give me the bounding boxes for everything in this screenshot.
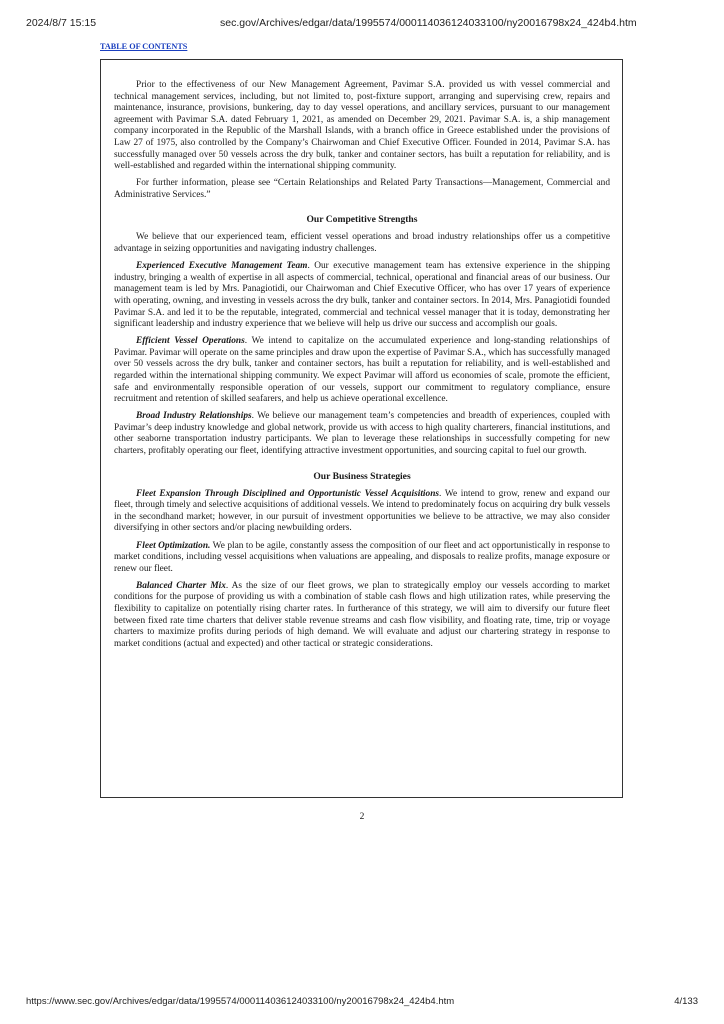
text-efficient-operations: . We intend to capitalize on the accumulated experience and long-standing relationships of Pavimar. Pavimar will operate on the same principles and draw upon the expertise of Pavimar S.A., which has successfully managed over 50 vessels across the dry bulk, tanker and container sectors, has built a reputation for reliability, and is well-established and regarded within the international shipping community. We expect Pavimar will afford us economies of scale, promote the efficient, safe and environmentally responsible operation of our vessels, support our commitment to regulatory compliance, ensure recruitment and retention of skilled seafarers, and help us achieve operational excellence.: [114, 336, 610, 405]
lead-fleet-expansion: Fleet Expansion Through Disciplined and Opportunistic Vessel Acquisitions: [136, 488, 440, 499]
text-fleet-expansion: . We intend to grow, renew and expand our fleet, through timely and selective acquisitions of additional vessels. We intend to predominately focus on acquiring dry bulk vessels in the secondhand market; however, in our pursuit of investment opportunities we believe to be attractive, we may also consider diversifying in other sectors and/or placing newbuilding orders.: [114, 488, 611, 534]
print-footer-url: https://www.sec.gov/Archives/edgar/data/1995574/000114036124033100/ny20016798x24_424b4.htm: [26, 996, 455, 1007]
page-number: 2: [359, 812, 365, 822]
paragraph-efficient-operations: [114, 336, 610, 406]
paragraph-industry-relationships: [114, 411, 610, 457]
text-industry-relationships: . We believe our management team’s competencies and breadth of experiences, coupled with Pavimar’s deep industry knowledge and global network, provide us with access to high quality charterers, financial institutions, and other seaborne transportation industry participants. We plan to leverage these relationships in successfully competing for new charters, profitably operating our fleet, identifying attractive investment opportunities, and sourcing capital to fuel our growth.: [114, 411, 610, 457]
paragraph-fleet-expansion: [114, 489, 610, 535]
table-of-contents-link[interactable]: TABLE OF CONTENTS: [100, 42, 188, 51]
paragraph-experienced-management: [114, 261, 610, 331]
heading-business-strategies: Our Business Strategies: [313, 470, 411, 482]
print-page-title: sec.gov/Archives/edgar/data/1995574/000114036124033100/ny20016798x24_424b4.htm: [220, 17, 637, 29]
lead-experienced-management: Experienced Executive Management Team: [136, 261, 308, 272]
lead-efficient-operations: Efficient Vessel Operations: [136, 336, 245, 347]
paragraph-strengths-intro: We believe that our experienced team, efficient vessel operations and broad industry relationships offer us a competitive advantage in seizing opportunities and navigating industry challenges.: [114, 232, 610, 255]
paragraph-pavimar-services: Prior to the effectiveness of our New Management Agreement, Pavimar S.A. provided us with vessel commercial and technical management services, including, but not limited to, post-fixture support, arranging and supervising crew, repairs and maintenance, insurance, provisions, bunkering, day to day vessel operations, and ancillary services, pursuant to our management agreement with Pavimar S.A. dated February 1, 2021, as amended on December 29, 2021. Pavimar S.A. is, a ship management company incorporated in the Republic of the Marshall Islands, with a branch office in Greece established under the provisions of Law 27 of 1975, also controlled by the Company’s Chairwoman and Chief Executive Officer. Founded in 2014, Pavimar S.A. has successfully managed over 50 vessels across the dry bulk, tanker and container sectors, has built a reputation for reliability, and is well-established and regarded within the international shipping community.: [114, 80, 610, 172]
lead-industry-relationships: Broad Industry Relationships: [136, 411, 252, 422]
document-body: [114, 80, 610, 656]
text-experienced-management: . Our executive management team has extensive experience in the shipping industry, bringing a wealth of expertise in all aspects of commercial, technical, operational and financial areas of our business. Our management team is led by Mrs. Panagiotidi, our Chairwoman and Chief Executive Officer, who has over 17 years of experience with operating, owning, and investing in vessels across the dry bulk, tanker and container sectors. In 2014, Mrs. Panagiotidi founded Pavimar S.A. and led it to be the reputable, integrated, commercial and technical vessel manager that it is today, demonstrating her significant leadership and industry experience that we believe will help us drive our success and accomplish our goals.: [114, 261, 610, 330]
paragraph-fleet-optimization: [114, 541, 610, 576]
lead-balanced-charter-mix: Balanced Charter Mix: [136, 580, 226, 591]
heading-competitive-strengths: Our Competitive Strengths: [306, 214, 418, 226]
paragraph-further-information: For further information, please see “Certain Relationships and Related Party Transactions—Management, Commercial and Administrative Services.”: [114, 178, 610, 200]
print-datetime: 2024/8/7 15:15: [26, 17, 97, 29]
text-fleet-optimization: We plan to be agile, constantly assess the composition of our fleet and act opportunistically in response to market conditions, including vessel acquisitions when valuations are appealing, and disposals to realize profits, manage exposure or renew our fleet.: [114, 540, 610, 574]
print-footer-page-count: 4/133: [674, 996, 698, 1007]
document-frame: [100, 59, 623, 798]
paragraph-balanced-charter-mix: [114, 581, 610, 651]
text-balanced-charter-mix: . As the size of our fleet grows, we plan to strategically employ our vessels according to market conditions for the purpose of providing us with a combination of stable cash flows and high utilization rates, while preserving the flexibility to capitalize on potentially rising charter rates. In furtherance of this strategy, we will aim to diversify our future fleet between fixed rate time charters that deliver stable revenue streams and cash flow visibility, and floating rate, time, trip or voyage charters to maximize profits during periods of high demand. We will evaluate and adjust our chartering strategy in response to market conditions (actual and expected) and other tactical or strategic considerations.: [114, 580, 611, 649]
lead-fleet-optimization: Fleet Optimization.: [136, 540, 211, 551]
